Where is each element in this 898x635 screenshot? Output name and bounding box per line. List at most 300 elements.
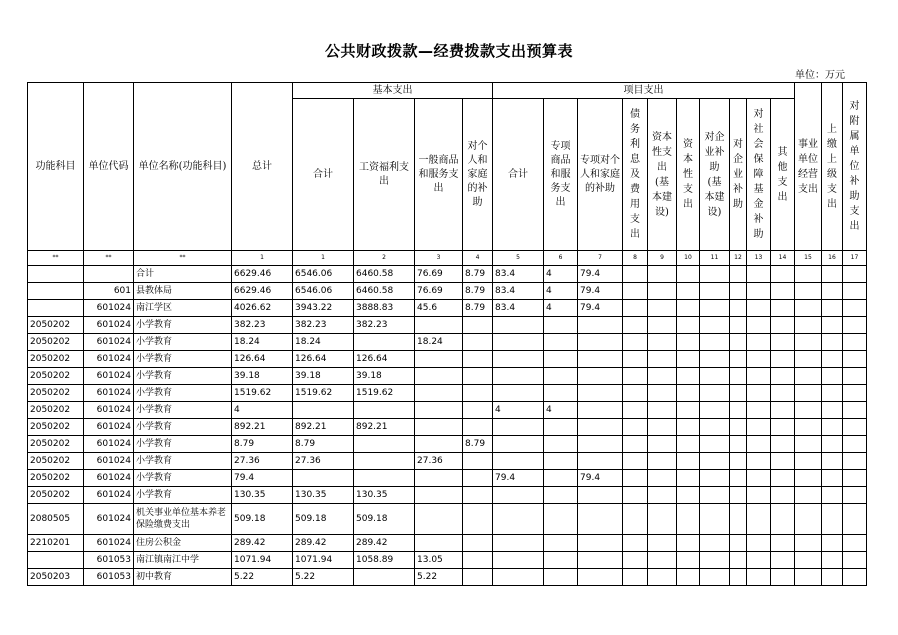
header-social-security: 对社会保障基金补助: [747, 99, 771, 251]
table-cell: [623, 283, 648, 300]
column-index-cell: 3: [415, 251, 463, 266]
table-cell: [463, 535, 493, 552]
table-cell: [771, 317, 795, 334]
table-cell: [771, 470, 795, 487]
table-cell: [747, 402, 771, 419]
table-cell: [843, 334, 867, 351]
table-cell: 2050202: [28, 334, 84, 351]
table-cell: 6629.46: [232, 266, 293, 283]
table-cell: [544, 552, 578, 569]
table-cell: [795, 419, 822, 436]
table-cell: [747, 266, 771, 283]
table-cell: [677, 283, 700, 300]
table-cell: [822, 283, 843, 300]
table-cell: [771, 334, 795, 351]
column-index-cell: 12: [730, 251, 747, 266]
table-cell: [677, 351, 700, 368]
table-cell: 601053: [84, 552, 134, 569]
table-cell: [544, 535, 578, 552]
table-cell: 南江学区: [134, 300, 232, 317]
table-cell: 79.4: [578, 283, 623, 300]
table-cell: 382.23: [232, 317, 293, 334]
table-cell: [578, 487, 623, 504]
table-cell: [677, 334, 700, 351]
table-cell: 79.4: [493, 470, 544, 487]
table-cell: [648, 552, 677, 569]
table-cell: 2050202: [28, 470, 84, 487]
table-cell: [730, 487, 747, 504]
table-cell: [544, 368, 578, 385]
table-cell: [700, 470, 730, 487]
table-cell: [648, 300, 677, 317]
table-cell: [822, 419, 843, 436]
table-cell: [493, 419, 544, 436]
table-cell: [700, 569, 730, 586]
table-cell: [677, 552, 700, 569]
table-cell: [28, 283, 84, 300]
table-row: [28, 504, 867, 535]
table-row: [28, 300, 867, 317]
table-cell: [843, 385, 867, 402]
table-cell: [843, 300, 867, 317]
table-cell: [771, 402, 795, 419]
table-cell: [84, 266, 134, 283]
table-row: [28, 453, 867, 470]
table-cell: [677, 317, 700, 334]
table-cell: 小学教育: [134, 470, 232, 487]
table-cell: 39.18: [293, 368, 354, 385]
table-cell: [677, 402, 700, 419]
table-cell: [544, 569, 578, 586]
table-cell: 79.4: [232, 470, 293, 487]
table-cell: 3888.83: [354, 300, 415, 317]
table-cell: [771, 569, 795, 586]
header-project-group: 项目支出: [493, 83, 795, 99]
table-cell: [677, 436, 700, 453]
table-cell: [354, 453, 415, 470]
column-index-cell: 9: [648, 251, 677, 266]
table-cell: 79.4: [578, 470, 623, 487]
table-cell: [795, 487, 822, 504]
header-unit-name: 单位名称(功能科目): [134, 83, 232, 251]
table-cell: [795, 385, 822, 402]
table-cell: [700, 300, 730, 317]
table-cell: [623, 300, 648, 317]
table-cell: 3943.22: [293, 300, 354, 317]
table-cell: 4: [544, 283, 578, 300]
table-row: [28, 351, 867, 368]
table-cell: [730, 569, 747, 586]
table-cell: 601024: [84, 300, 134, 317]
table-row: [28, 385, 867, 402]
table-cell: [843, 436, 867, 453]
table-cell: [795, 552, 822, 569]
table-cell: 601024: [84, 385, 134, 402]
table-cell: 13.05: [415, 552, 463, 569]
header-basic-sum: 合计: [293, 99, 354, 251]
table-cell: [648, 419, 677, 436]
table-cell: [415, 470, 463, 487]
table-cell: [493, 368, 544, 385]
table-cell: [463, 402, 493, 419]
table-cell: [415, 419, 463, 436]
column-index-cell: 7: [578, 251, 623, 266]
table-cell: [578, 453, 623, 470]
header-proj-individual: 专项对个人和家庭的补助: [578, 99, 623, 251]
table-cell: 2050202: [28, 419, 84, 436]
header-enterprise-build: 对企业补助(基本建设): [700, 99, 730, 251]
table-cell: [822, 436, 843, 453]
table-cell: [771, 351, 795, 368]
table-cell: [463, 470, 493, 487]
table-cell: 1519.62: [293, 385, 354, 402]
table-cell: [747, 317, 771, 334]
table-cell: [415, 385, 463, 402]
header-debt: 债务利息及费用支出: [623, 99, 648, 251]
table-cell: [493, 453, 544, 470]
table-cell: [822, 504, 843, 535]
table-cell: [700, 385, 730, 402]
table-cell: [822, 266, 843, 283]
table-cell: [795, 470, 822, 487]
table-cell: [623, 334, 648, 351]
column-index-cell: **: [134, 251, 232, 266]
table-cell: 小学教育: [134, 351, 232, 368]
column-index-cell: 8: [623, 251, 648, 266]
table-cell: 小学教育: [134, 453, 232, 470]
table-cell: 18.24: [293, 334, 354, 351]
table-cell: [795, 504, 822, 535]
table-cell: 892.21: [354, 419, 415, 436]
table-cell: [415, 436, 463, 453]
table-cell: [415, 535, 463, 552]
table-cell: 6629.46: [232, 283, 293, 300]
table-cell: [747, 569, 771, 586]
table-cell: [578, 419, 623, 436]
table-cell: [822, 402, 843, 419]
table-cell: 79.4: [578, 266, 623, 283]
table-cell: [623, 535, 648, 552]
table-cell: [730, 300, 747, 317]
table-cell: [648, 535, 677, 552]
table-cell: [795, 368, 822, 385]
table-cell: [578, 535, 623, 552]
header-goods: 一般商品和服务支出: [415, 99, 463, 251]
table-row: [28, 535, 867, 552]
table-cell: 18.24: [415, 334, 463, 351]
table-cell: [463, 385, 493, 402]
table-cell: [771, 487, 795, 504]
table-cell: [771, 504, 795, 535]
table-cell: [648, 453, 677, 470]
table-cell: 2210201: [28, 535, 84, 552]
table-cell: 601024: [84, 351, 134, 368]
table-cell: [730, 453, 747, 470]
table-cell: [493, 535, 544, 552]
table-cell: [843, 569, 867, 586]
table-row: [28, 470, 867, 487]
table-cell: [578, 351, 623, 368]
table-cell: 126.64: [232, 351, 293, 368]
table-cell: [771, 552, 795, 569]
table-cell: [747, 283, 771, 300]
table-cell: [843, 453, 867, 470]
table-cell: [843, 368, 867, 385]
table-cell: 1519.62: [232, 385, 293, 402]
header-enterprise: 对企业补助: [730, 99, 747, 251]
table-cell: [747, 470, 771, 487]
table-cell: [843, 470, 867, 487]
table-cell: [648, 504, 677, 535]
table-cell: [648, 385, 677, 402]
table-cell: [544, 334, 578, 351]
table-cell: [648, 569, 677, 586]
table-cell: [463, 487, 493, 504]
table-cell: 6546.06: [293, 266, 354, 283]
table-cell: [623, 569, 648, 586]
table-row: [28, 283, 867, 300]
table-cell: 27.36: [415, 453, 463, 470]
column-index-cell: 4: [463, 251, 493, 266]
table-cell: [493, 385, 544, 402]
table-cell: [493, 569, 544, 586]
table-cell: [843, 419, 867, 436]
table-cell: [648, 470, 677, 487]
page-title: 公共财政拨款—经费拨款支出预算表: [324, 42, 573, 60]
table-cell: 27.36: [232, 453, 293, 470]
table-cell: 1071.94: [232, 552, 293, 569]
table-cell: [677, 487, 700, 504]
table-cell: [354, 569, 415, 586]
table-cell: 8.79: [232, 436, 293, 453]
table-cell: 289.42: [354, 535, 415, 552]
table-cell: 2080505: [28, 504, 84, 535]
table-cell: [578, 385, 623, 402]
table-cell: 5.22: [415, 569, 463, 586]
table-cell: 130.35: [232, 487, 293, 504]
table-cell: [493, 334, 544, 351]
table-cell: [843, 317, 867, 334]
table-cell: 县教体局: [134, 283, 232, 300]
table-row: [28, 419, 867, 436]
column-index-cell: 5: [493, 251, 544, 266]
table-cell: 4026.62: [232, 300, 293, 317]
table-cell: [843, 552, 867, 569]
header-proj-sum: 合计: [493, 99, 544, 251]
table-cell: 2050202: [28, 351, 84, 368]
header-capital-build: 资本性支出(基本建设): [648, 99, 677, 251]
table-cell: [795, 266, 822, 283]
table-cell: [795, 436, 822, 453]
table-cell: [28, 300, 84, 317]
table-cell: [28, 266, 84, 283]
table-cell: 2050202: [28, 402, 84, 419]
table-cell: [747, 334, 771, 351]
table-cell: 1519.62: [354, 385, 415, 402]
table-cell: [822, 351, 843, 368]
table-cell: [623, 453, 648, 470]
table-cell: [544, 504, 578, 535]
table-cell: 4: [544, 266, 578, 283]
table-cell: [677, 504, 700, 535]
table-cell: [730, 385, 747, 402]
table-row: [28, 368, 867, 385]
table-cell: 1071.94: [293, 552, 354, 569]
table-cell: 6460.58: [354, 266, 415, 283]
table-cell: [771, 453, 795, 470]
table-cell: [747, 552, 771, 569]
unit-label: 单位：万元: [795, 70, 845, 81]
table-cell: [493, 487, 544, 504]
table-cell: [623, 385, 648, 402]
table-cell: 小学教育: [134, 402, 232, 419]
table-cell: [578, 504, 623, 535]
table-cell: [677, 535, 700, 552]
table-cell: 2050202: [28, 385, 84, 402]
table-cell: [623, 351, 648, 368]
table-cell: [493, 317, 544, 334]
table-cell: [822, 317, 843, 334]
table-cell: [415, 504, 463, 535]
column-index-cell: 1: [232, 251, 293, 266]
table-cell: 601024: [84, 402, 134, 419]
table-cell: [771, 419, 795, 436]
table-cell: [493, 504, 544, 535]
table-cell: [822, 569, 843, 586]
table-cell: [700, 419, 730, 436]
table-cell: [648, 351, 677, 368]
table-cell: [795, 317, 822, 334]
table-body: [28, 266, 867, 586]
table-cell: [623, 504, 648, 535]
table-cell: [544, 470, 578, 487]
table-cell: 2050202: [28, 368, 84, 385]
table-cell: 83.4: [493, 283, 544, 300]
table-cell: [730, 470, 747, 487]
header-subsidiary: 对附属单位补助支出: [843, 83, 867, 251]
table-cell: [730, 334, 747, 351]
table-cell: [843, 504, 867, 535]
table-cell: [415, 487, 463, 504]
table-cell: [677, 419, 700, 436]
column-index-cell: 2: [354, 251, 415, 266]
table-cell: 4: [493, 402, 544, 419]
table-cell: [648, 368, 677, 385]
table-cell: [463, 552, 493, 569]
table-cell: 601024: [84, 453, 134, 470]
table-cell: 39.18: [354, 368, 415, 385]
table-cell: [747, 504, 771, 535]
table-cell: 83.4: [493, 266, 544, 283]
header-unit-code: 单位代码: [84, 83, 134, 251]
table-cell: [730, 317, 747, 334]
table-cell: [747, 436, 771, 453]
table-cell: [415, 368, 463, 385]
table-cell: 76.69: [415, 266, 463, 283]
table-cell: [623, 317, 648, 334]
table-cell: 8.79: [463, 436, 493, 453]
table-cell: 8.79: [463, 266, 493, 283]
table-cell: [623, 368, 648, 385]
table-cell: [354, 470, 415, 487]
table-cell: [648, 317, 677, 334]
table-cell: 509.18: [354, 504, 415, 535]
table-cell: [822, 368, 843, 385]
table-cell: [544, 487, 578, 504]
table-cell: 2050202: [28, 317, 84, 334]
table-cell: 289.42: [293, 535, 354, 552]
table-cell: [700, 283, 730, 300]
table-cell: [578, 552, 623, 569]
table-cell: [293, 402, 354, 419]
table-cell: [771, 300, 795, 317]
table-cell: [747, 453, 771, 470]
header-salary: 工资福利支出: [354, 99, 415, 251]
table-cell: 2050203: [28, 569, 84, 586]
table-cell: [822, 535, 843, 552]
table-row: [28, 317, 867, 334]
table-cell: 2050202: [28, 453, 84, 470]
table-row: [28, 266, 867, 283]
table-cell: [700, 351, 730, 368]
table-cell: 76.69: [415, 283, 463, 300]
table-cell: [354, 334, 415, 351]
table-cell: 小学教育: [134, 368, 232, 385]
table-cell: 4: [232, 402, 293, 419]
table-cell: [463, 453, 493, 470]
table-cell: 小学教育: [134, 385, 232, 402]
table-cell: [648, 334, 677, 351]
table-cell: 39.18: [232, 368, 293, 385]
table-cell: 27.36: [293, 453, 354, 470]
column-index-cell: 15: [795, 251, 822, 266]
table-row: [28, 569, 867, 586]
table-cell: [843, 351, 867, 368]
table-cell: 892.21: [293, 419, 354, 436]
table-cell: 初中教育: [134, 569, 232, 586]
column-index-cell: 13: [747, 251, 771, 266]
table-cell: [795, 283, 822, 300]
table-cell: [677, 368, 700, 385]
table-cell: [493, 552, 544, 569]
table-cell: [700, 368, 730, 385]
table-cell: 601024: [84, 487, 134, 504]
table-cell: [730, 535, 747, 552]
table-cell: [648, 402, 677, 419]
table-cell: [822, 552, 843, 569]
table-cell: [730, 504, 747, 535]
table-cell: [623, 470, 648, 487]
table-cell: [677, 385, 700, 402]
table-cell: [578, 436, 623, 453]
table-cell: [730, 552, 747, 569]
table-cell: [578, 368, 623, 385]
table-cell: [544, 419, 578, 436]
table-cell: [677, 300, 700, 317]
table-cell: [771, 436, 795, 453]
table-cell: 601024: [84, 419, 134, 436]
table-cell: 6546.06: [293, 283, 354, 300]
header-basic-group: 基本支出: [293, 83, 493, 99]
table-cell: [730, 402, 747, 419]
table-cell: 601024: [84, 436, 134, 453]
table-cell: [28, 552, 84, 569]
column-index-cell: 6: [544, 251, 578, 266]
table-cell: 8.79: [293, 436, 354, 453]
table-cell: [293, 470, 354, 487]
table-cell: [463, 334, 493, 351]
table-cell: 601024: [84, 368, 134, 385]
